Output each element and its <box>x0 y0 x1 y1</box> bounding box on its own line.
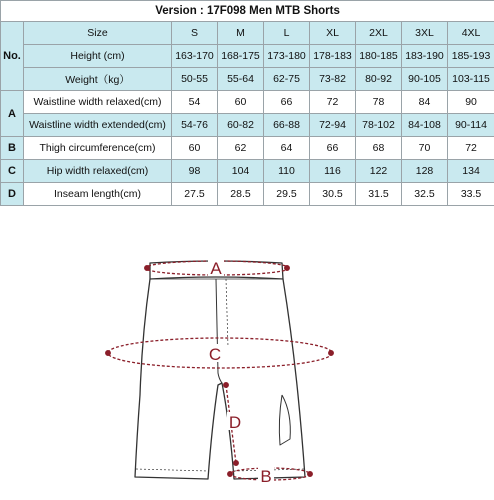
table-cell: 78 <box>356 91 402 114</box>
table-cell: 50-55 <box>172 68 218 91</box>
group-d: D <box>1 183 24 206</box>
table-cell: 80-92 <box>356 68 402 91</box>
table-cell: 31.5 <box>356 183 402 206</box>
group-a: A <box>1 91 24 137</box>
table-cell: 66-88 <box>264 114 310 137</box>
table-cell: 183-190 <box>402 45 448 68</box>
label-b: B <box>260 467 272 486</box>
table-cell: 54 <box>172 91 218 114</box>
row-label-thigh: Thigh circumference(cm) <box>24 137 172 160</box>
table-cell: 55-64 <box>218 68 264 91</box>
label-c: C <box>208 345 222 364</box>
size-3xl: 3XL <box>402 22 448 45</box>
table-cell: 33.5 <box>448 183 494 206</box>
size-4xl: 4XL <box>448 22 494 45</box>
table-cell: 54-76 <box>172 114 218 137</box>
group-b: B <box>1 137 24 160</box>
table-cell: 72 <box>448 137 494 160</box>
size-chart-table <box>0 0 494 206</box>
table-cell: 110 <box>264 160 310 183</box>
table-cell: 163-170 <box>172 45 218 68</box>
row-label-size: Size <box>24 22 172 45</box>
no-header: No. <box>1 22 24 91</box>
size-xl: XL <box>310 22 356 45</box>
table-cell: 60 <box>218 91 264 114</box>
row-label-waist-relaxed: Waistline width relaxed(cm) <box>24 91 172 114</box>
row-label-inseam: Inseam length(cm) <box>24 183 172 206</box>
label-a: A <box>210 259 222 278</box>
table-cell: 122 <box>356 160 402 183</box>
table-cell: 30.5 <box>310 183 356 206</box>
table-cell: 116 <box>310 160 356 183</box>
table-cell: 103-115 <box>448 68 494 91</box>
table-cell: 98 <box>172 160 218 183</box>
table-cell: 64 <box>264 137 310 160</box>
table-cell: 60-82 <box>218 114 264 137</box>
table-cell: 62-75 <box>264 68 310 91</box>
table-cell: 128 <box>402 160 448 183</box>
table-cell: 178-183 <box>310 45 356 68</box>
table-cell: 28.5 <box>218 183 264 206</box>
table-cell: 84-108 <box>402 114 448 137</box>
table-cell: 84 <box>402 91 448 114</box>
table-cell: 134 <box>448 160 494 183</box>
table-cell: 66 <box>310 137 356 160</box>
table-title: Version : 17F098 Men MTB Shorts <box>1 1 494 22</box>
table-cell: 104 <box>218 160 264 183</box>
row-label-height: Height (cm) <box>24 45 172 68</box>
row-label-waist-extended: Waistline width extended(cm) <box>24 114 172 137</box>
table-cell: 173-180 <box>264 45 310 68</box>
table-cell: 27.5 <box>172 183 218 206</box>
table-cell: 78-102 <box>356 114 402 137</box>
table-cell: 90-105 <box>402 68 448 91</box>
table-cell: 70 <box>402 137 448 160</box>
table-cell: 72-94 <box>310 114 356 137</box>
table-cell: 90-114 <box>448 114 494 137</box>
table-cell: 168-175 <box>218 45 264 68</box>
table-cell: 68 <box>356 137 402 160</box>
table-cell: 90 <box>448 91 494 114</box>
label-d: D <box>228 413 242 432</box>
row-label-weight: Weight（kg） <box>24 68 172 91</box>
table-cell: 62 <box>218 137 264 160</box>
table-cell: 66 <box>264 91 310 114</box>
size-l: L <box>264 22 310 45</box>
table-cell: 180-185 <box>356 45 402 68</box>
shorts-measurement-diagram <box>0 255 494 500</box>
table-cell: 60 <box>172 137 218 160</box>
group-c: C <box>1 160 24 183</box>
row-label-hip: Hip width relaxed(cm) <box>24 160 172 183</box>
table-cell: 32.5 <box>402 183 448 206</box>
size-2xl: 2XL <box>356 22 402 45</box>
size-s: S <box>172 22 218 45</box>
table-cell: 72 <box>310 91 356 114</box>
diagram-background <box>0 255 494 500</box>
size-m: M <box>218 22 264 45</box>
table-cell: 29.5 <box>264 183 310 206</box>
table-cell: 73-82 <box>310 68 356 91</box>
table-cell: 185-193 <box>448 45 494 68</box>
